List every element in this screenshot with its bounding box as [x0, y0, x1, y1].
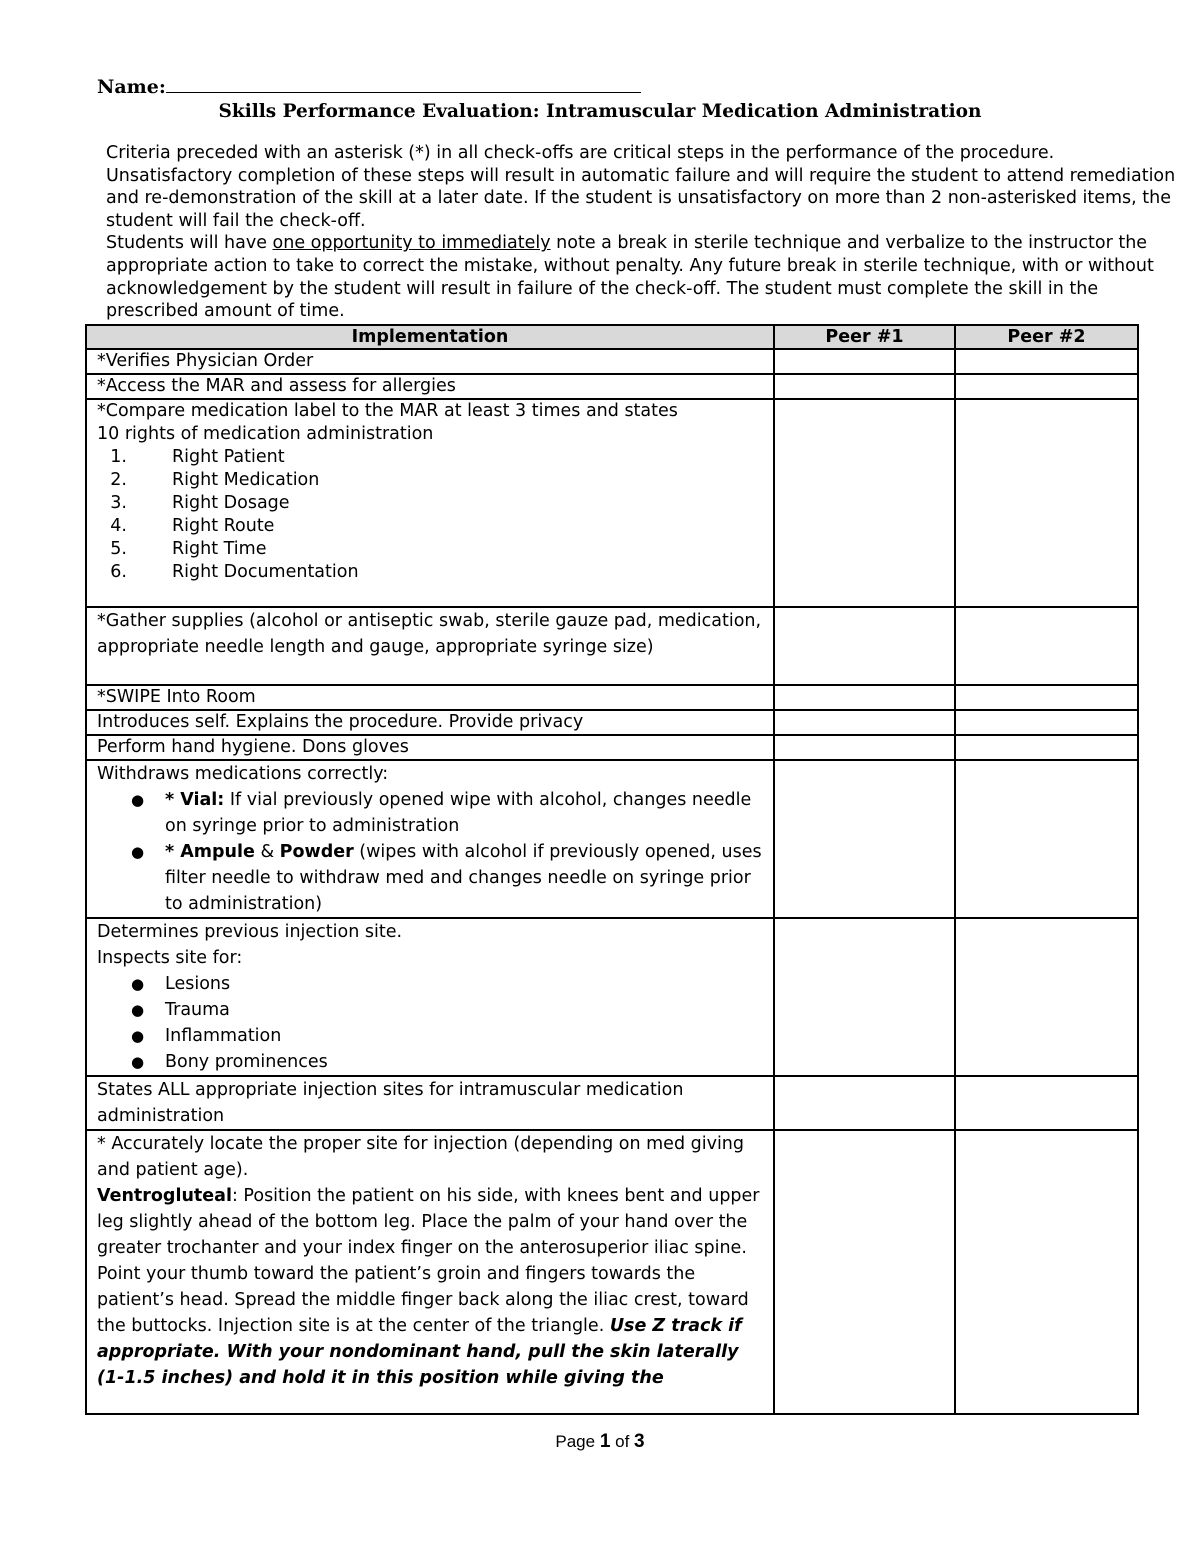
peer-1-cell[interactable] [774, 1130, 955, 1414]
bullet-icon: ● [131, 1053, 145, 1071]
list-label: Right Documentation [172, 562, 359, 582]
peer-2-cell[interactable] [955, 735, 1138, 760]
list-label: Right Time [172, 539, 267, 559]
p2-text-b: note a break in sterile technique and verbalize to the instructor the appropriate action to take to correct the mistake, without penalty. Any future break in sterile technique, with or without acknowledgement by the student will result in failure of the check-off. The student must complete the skill in the prescribed amount of time. [106, 233, 1154, 322]
page-title: Skills Performance Evaluation: Intramuscular Medication Administration [218, 101, 982, 122]
peer-2-cell[interactable] [955, 399, 1138, 607]
compare-text-a: *Compare medication label to the MAR at least 3 times and states [97, 401, 678, 421]
list-number: 6. [110, 562, 127, 582]
list-item [97, 1049, 763, 1075]
ampule-text: (wipes with alcohol if previously opened, uses filter needle to withdraw med and changes needle on syringe prior to administration) [165, 842, 762, 914]
list-text: Lesions [165, 974, 231, 994]
name-field [97, 74, 641, 98]
criterion-states-sites: States ALL appropriate injection sites for intramuscular medication administration [86, 1076, 774, 1130]
table-row [86, 918, 1138, 1076]
criterion-locate-site [86, 1130, 774, 1414]
header-peer-1: Peer #1 [774, 325, 955, 349]
footer-page-total: 3 [634, 1431, 645, 1452]
vial-label: * Vial: [165, 790, 225, 810]
site-line-2: Inspects site for: [97, 948, 243, 968]
peer-2-cell[interactable] [955, 710, 1138, 735]
list-label: Right Medication [172, 470, 320, 490]
list-item [97, 561, 763, 584]
list-text: Inflammation [165, 1026, 282, 1046]
compare-text-b: 10 rights of medication administration [97, 424, 434, 444]
list-text: Bony prominences [165, 1052, 328, 1072]
list-number: 1. [110, 447, 127, 467]
list-label: Right Route [172, 516, 275, 536]
criterion-compare-label [86, 399, 774, 607]
name-blank-line[interactable] [166, 74, 641, 93]
peer-2-cell[interactable] [955, 349, 1138, 374]
peer-2-cell[interactable] [955, 685, 1138, 710]
list-number: 4. [110, 516, 127, 536]
table-row [86, 760, 1138, 918]
peer-2-cell[interactable] [955, 918, 1138, 1076]
peer-1-cell[interactable] [774, 918, 955, 1076]
site-line-1: Determines previous injection site. [97, 922, 403, 942]
list-item [97, 492, 763, 515]
ventrogluteal-paragraph [97, 1183, 763, 1391]
bullet-icon: ● [131, 791, 145, 809]
list-item [97, 971, 763, 997]
name-label: Name: [97, 76, 166, 98]
instructions-paragraph-1: Criteria preceded with an asterisk (*) in all check-offs are critical steps in the performance of the procedure. Unsatisfactory completion of these steps will result in automatic failure and will require the student to attend remediation and re-demonstration of the skill at a later date. If the student is unsatisfactory on more than 2 non-asterisked items, the student will fail the check-off. [106, 143, 1176, 231]
peer-2-cell[interactable] [955, 1130, 1138, 1414]
header-implementation: Implementation [86, 325, 774, 349]
list-item [97, 515, 763, 538]
criterion-gather-supplies: *Gather supplies (alcohol or antiseptic swab, sterile gauze pad, medication, appropriate needle length and gauge, appropriate syringe size) [86, 607, 774, 685]
criterion-withdraw-meds [86, 760, 774, 918]
evaluation-table [85, 324, 1139, 1415]
list-label: Right Patient [172, 447, 285, 467]
inspect-list [97, 971, 763, 1075]
peer-1-cell[interactable] [774, 685, 955, 710]
criterion-previous-site [86, 918, 774, 1076]
peer-2-cell[interactable] [955, 374, 1138, 399]
peer-1-cell[interactable] [774, 399, 955, 607]
list-number: 5. [110, 539, 127, 559]
list-text: Trauma [165, 1000, 230, 1020]
criterion-introduce-self: Introduces self. Explains the procedure. Provide privacy [86, 710, 774, 735]
list-label: Right Dosage [172, 493, 290, 513]
peer-1-cell[interactable] [774, 349, 955, 374]
table-header-row [86, 325, 1138, 349]
bullet-icon: ● [131, 843, 145, 861]
ampule-and: & [254, 842, 280, 862]
peer-2-cell[interactable] [955, 1076, 1138, 1130]
list-number: 2. [110, 470, 127, 490]
bullet-icon: ● [131, 1027, 145, 1045]
ventrogluteal-label: Ventrogluteal [97, 1186, 232, 1206]
header-peer-2: Peer #2 [955, 325, 1138, 349]
bullet-icon: ● [131, 1001, 145, 1019]
list-item [97, 1023, 763, 1049]
peer-2-cell[interactable] [955, 760, 1138, 918]
instructions-paragraph-2 [106, 232, 1176, 322]
table-row [86, 685, 1138, 710]
list-item [97, 787, 763, 839]
criterion-swipe-room: *SWIPE Into Room [86, 685, 774, 710]
ampule-label: * Ampule [165, 842, 255, 862]
peer-1-cell[interactable] [774, 735, 955, 760]
bullet-icon: ● [131, 975, 145, 993]
list-item [97, 469, 763, 492]
instructions [106, 142, 1176, 323]
table-row [86, 349, 1138, 374]
footer-page-number: 1 [599, 1431, 611, 1452]
rights-list [97, 446, 763, 584]
table-row [86, 399, 1138, 607]
table-row [86, 1076, 1138, 1130]
list-item [97, 997, 763, 1023]
list-text [165, 787, 763, 839]
criterion-access-mar: *Access the MAR and assess for allergies [86, 374, 774, 399]
p2-underlined: one opportunity to immediately [272, 233, 551, 254]
vial-text: If vial previously opened wipe with alcohol, changes needle on syringe prior to administration [165, 790, 752, 836]
page-footer [0, 1431, 1200, 1453]
peer-1-cell[interactable] [774, 1076, 955, 1130]
withdraw-list [97, 787, 763, 917]
peer-1-cell[interactable] [774, 710, 955, 735]
footer-of-word: of [610, 1432, 635, 1451]
z-track-text: Use Z track if appropriate. With your nondominant hand, pull the skin laterally (1-1.5 inches) and hold it in this position while giving the [97, 1316, 742, 1388]
powder-label: Powder [279, 842, 354, 862]
list-item [97, 538, 763, 561]
peer-2-cell[interactable] [955, 607, 1138, 685]
list-item [97, 446, 763, 469]
table-row [86, 607, 1138, 685]
table-row [86, 735, 1138, 760]
footer-page-word: Page [555, 1432, 600, 1451]
criterion-verify-order: *Verifies Physician Order [86, 349, 774, 374]
peer-1-cell[interactable] [774, 607, 955, 685]
list-number: 3. [110, 493, 127, 513]
p2-text-a: Students will have [106, 233, 273, 254]
table-row [86, 374, 1138, 399]
locate-line-1: * Accurately locate the proper site for injection (depending on med giving and patient age). [97, 1134, 745, 1180]
ventrogluteal-text: : Position the patient on his side, with knees bent and upper leg slightly ahead of the bottom leg. Place the palm of your hand over the greater trochanter and your index finger on the anterosuperior iliac spine. Point your thumb toward the patient’s groin and fingers towards the patient’s head. Spread the middle finger back along the iliac crest, toward the buttocks. Injection site is at the center of the triangle. [97, 1186, 760, 1336]
criterion-hand-hygiene: Perform hand hygiene. Dons gloves [86, 735, 774, 760]
list-item [97, 839, 763, 917]
withdraw-intro: Withdraws medications correctly: [97, 764, 389, 784]
peer-1-cell[interactable] [774, 374, 955, 399]
table-row [86, 1130, 1138, 1414]
peer-1-cell[interactable] [774, 760, 955, 918]
list-text [165, 839, 763, 917]
table-row [86, 710, 1138, 735]
